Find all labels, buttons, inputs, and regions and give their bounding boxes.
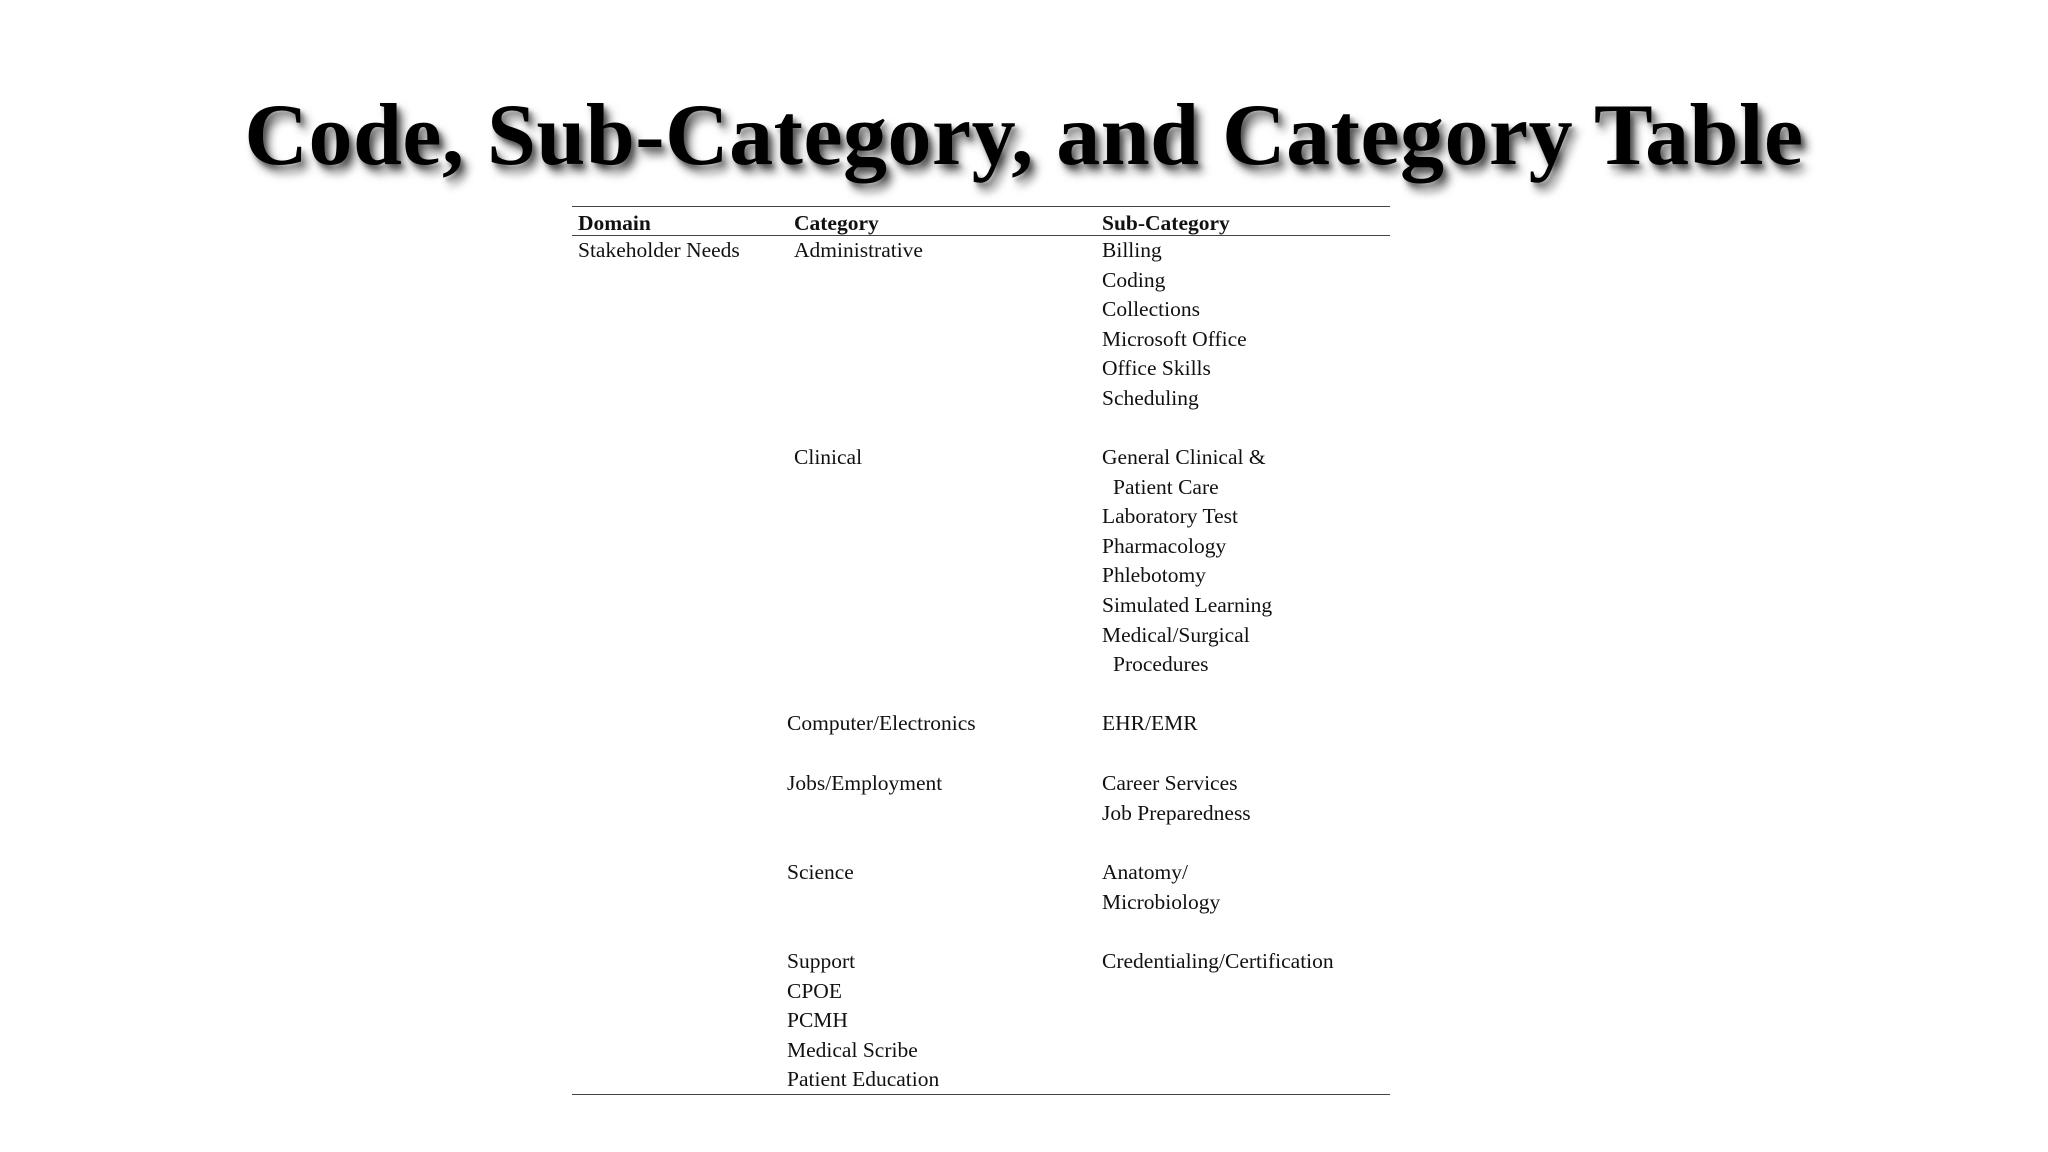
sub-category-item: Job Preparedness — [1102, 800, 1251, 825]
table-body — [572, 236, 1390, 1096]
category-label: Medical Scribe — [787, 1037, 918, 1062]
header-category: Category — [794, 211, 879, 235]
category-cell — [787, 858, 854, 888]
category-label: Clinical — [794, 445, 863, 469]
sub-category-item: Simulated Learning — [1102, 592, 1273, 617]
sub-category-item: Anatomy/ — [1102, 860, 1188, 884]
sub-category-item: Pharmacology — [1102, 533, 1227, 558]
category-cell — [794, 443, 862, 473]
domain-cell: Stakeholder Needs — [578, 238, 740, 262]
sub-category-item: Billing — [1102, 238, 1162, 262]
category-label: Administrative — [794, 238, 923, 262]
sub-category-item: General Clinical & — [1102, 445, 1266, 469]
sub-category-item: Office Skills — [1102, 356, 1211, 381]
sub-category-item: Career Services — [1102, 771, 1238, 795]
category-cell — [787, 709, 976, 739]
category-cell — [794, 236, 923, 266]
category-label: Patient Education — [787, 1067, 940, 1092]
category-cell — [787, 947, 939, 1095]
sub-category-item: Coding — [1102, 267, 1166, 292]
sub-category-cell — [1102, 709, 1198, 739]
category-label: Jobs/Employment — [787, 771, 943, 795]
category-label: PCMH — [787, 1008, 848, 1033]
category-label: CPOE — [787, 978, 842, 1003]
sub-category-item: Credentialing/Certification — [1102, 949, 1334, 973]
sub-category-item: Laboratory Test — [1102, 504, 1239, 529]
category-cell — [787, 769, 942, 799]
sub-category-cell — [1102, 858, 1220, 917]
header-domain: Domain — [578, 211, 651, 235]
sub-category-item: EHR/EMR — [1102, 711, 1198, 735]
sub-category-item: Scheduling — [1102, 385, 1199, 410]
category-label: Support — [787, 949, 856, 973]
table-header-row — [572, 207, 1390, 235]
header-sub-category: Sub-Category — [1102, 211, 1230, 235]
table-bottom-rule — [572, 1094, 1390, 1095]
sub-category-item: Microsoft Office — [1102, 326, 1247, 351]
sub-category-cell — [1102, 947, 1334, 977]
sub-category-item: Microbiology — [1102, 889, 1221, 914]
sub-category-cell — [1102, 236, 1247, 414]
sub-category-cell — [1102, 443, 1272, 680]
slide-title: Code, Sub-Category, and Category Table — [244, 87, 1804, 184]
sub-category-item: Patient Care — [1113, 474, 1219, 499]
category-label: Computer/Electronics — [787, 711, 976, 735]
sub-category-item: Medical/Surgical — [1102, 622, 1250, 647]
sub-category-item: Collections — [1102, 297, 1200, 322]
sub-category-item: Phlebotomy — [1102, 563, 1206, 588]
category-label: Science — [787, 860, 854, 884]
category-table — [572, 206, 1390, 1096]
sub-category-cell — [1102, 769, 1251, 828]
sub-category-item: Procedures — [1113, 652, 1209, 677]
